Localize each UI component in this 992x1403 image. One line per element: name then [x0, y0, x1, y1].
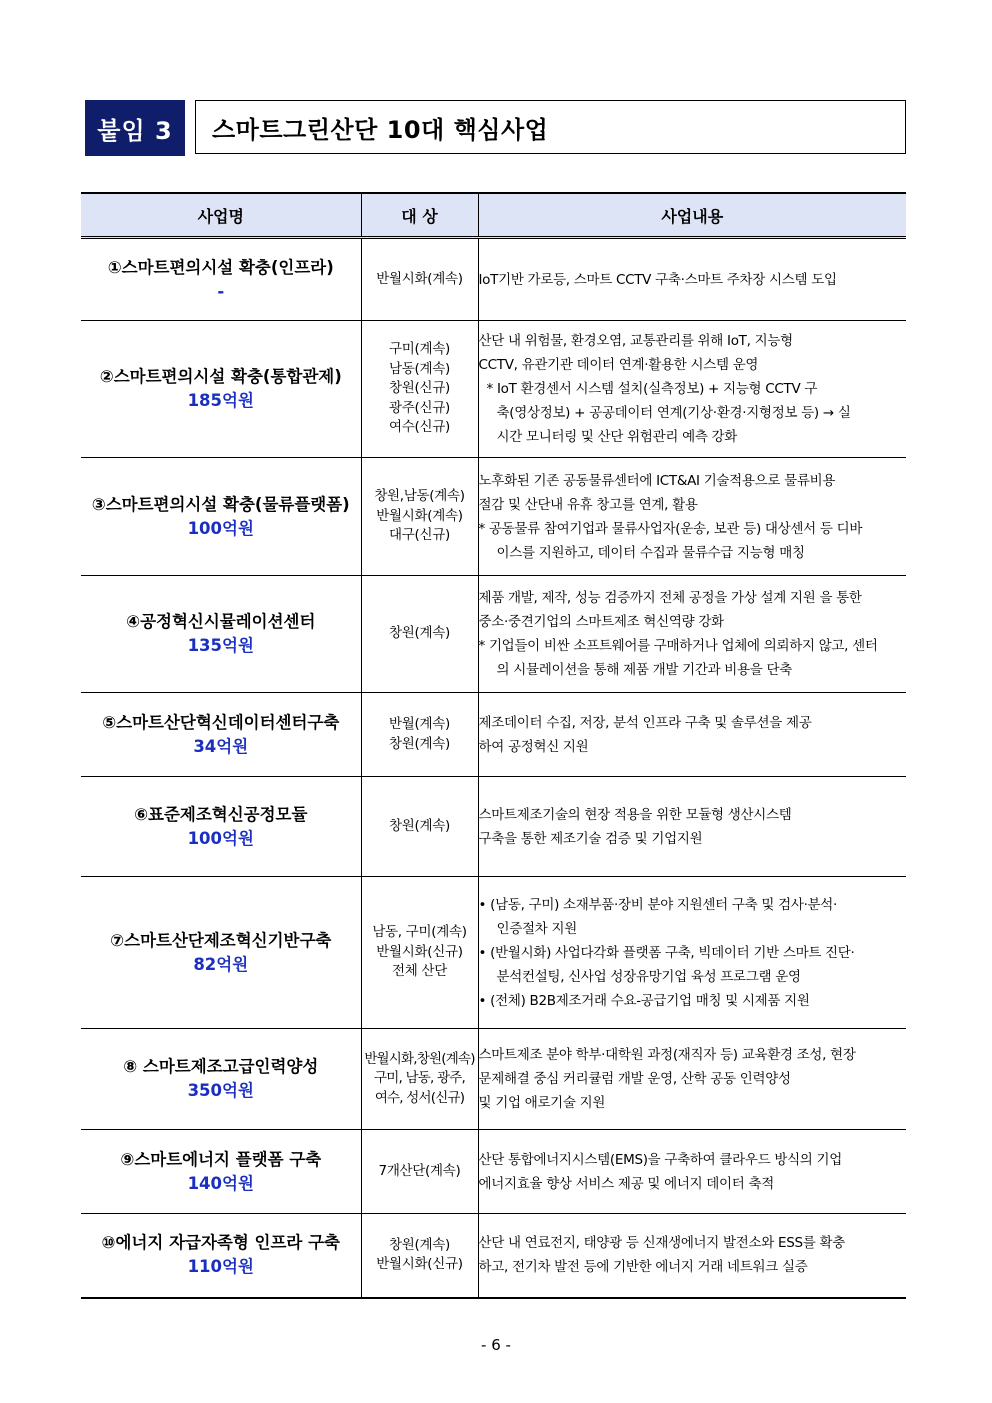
- table-row: [81, 1130, 906, 1214]
- content-line: 구축을 통한 제조기술 검증 및 기업지원: [478, 830, 703, 847]
- project-name-cell: [81, 1130, 361, 1214]
- project-budget: -: [217, 281, 225, 301]
- table-row: [81, 1029, 906, 1130]
- project-target-cell: [361, 693, 478, 777]
- content-line: 시간 모니터링 및 산단 위험관리 예측 강화: [496, 429, 738, 445]
- content-line: * 기업들이 비싼 소프트웨어를 구매하거나 업체에 의뢰하지 않고, 센터: [478, 638, 878, 654]
- project-content-cell: [478, 321, 906, 458]
- project-name: ⑩에너지 자급자족형 인프라 구축: [101, 1233, 340, 1253]
- project-content-cell: [478, 693, 906, 777]
- col-header-target: 대 상: [361, 193, 478, 238]
- project-budget: 82억원: [193, 954, 249, 974]
- project-name: ②스마트편의시설 확충(통합관제): [99, 367, 342, 386]
- project-target-cell: [361, 1214, 478, 1298]
- content-line: 분석컨설팅, 신사업 성장유망기업 육성 프로그램 운영: [496, 968, 801, 985]
- project-name: ⑧ 스마트제조고급인력양성: [123, 1057, 319, 1076]
- content-line: 제품 개발, 제작, 성능 검증까지 전체 공정을 가상 설계 지원 을 통한: [478, 590, 862, 606]
- project-name: ⑥표준제조혁신공정모듈: [134, 804, 308, 824]
- project-target-cell: [361, 777, 478, 877]
- target-item: 창원(계속): [389, 817, 450, 834]
- project-name: ③스마트편의시설 확충(물류플랫폼): [91, 494, 350, 514]
- project-content-cell: [478, 1130, 906, 1214]
- target-item: 전체 산단: [392, 963, 447, 980]
- content-line: 하고, 전기차 발전 등에 기반한 에너지 거래 네트워크 실증: [478, 1259, 808, 1276]
- project-name: ⑤스마트산단혁신데이터센터구축: [102, 712, 340, 732]
- project-name-cell: [81, 877, 361, 1029]
- content-line: • (남동, 구미) 소재부품·장비 분야 지원센터 구축 및 검사·분석·: [478, 896, 838, 913]
- project-target-cell: [361, 1130, 478, 1214]
- page-number: - 6 -: [481, 1336, 511, 1354]
- col-header-content: 사업내용: [478, 193, 906, 238]
- project-content-cell: [478, 1214, 906, 1298]
- table-row: [81, 238, 906, 321]
- project-name: ④공정혁신시뮬레이션센터: [126, 612, 316, 631]
- content-line: 하여 공정혁신 지원: [478, 738, 589, 755]
- attachment-badge: 붙임 3: [85, 100, 185, 156]
- table-row: [81, 321, 906, 458]
- table-row: [81, 1214, 906, 1298]
- target-item: 반월시화(계속): [376, 507, 463, 524]
- content-line: 산단 내 위험물, 환경오염, 교통관리를 위해 IoT, 지능형: [478, 333, 793, 349]
- project-table: [81, 192, 906, 1299]
- project-content-cell: [478, 1029, 906, 1130]
- project-budget: 110억원: [187, 1257, 254, 1277]
- table-row: [81, 576, 906, 693]
- project-target-cell: [361, 458, 478, 576]
- project-budget: 140억원: [187, 1173, 254, 1193]
- target-item: 대구(신규): [389, 527, 450, 544]
- project-target-cell: [361, 321, 478, 458]
- target-item: 반월시화(신규): [376, 943, 463, 960]
- target-item: 반월시화,창원(계속): [364, 1050, 475, 1067]
- target-item: 반월(계속): [389, 716, 450, 732]
- content-line: 산단 내 연료전지, 태양광 등 신재생에너지 발전소와 ESS를 확충: [478, 1235, 845, 1252]
- target-item: 남동(계속): [389, 360, 450, 377]
- project-target-cell: [361, 238, 478, 321]
- table-row: [81, 693, 906, 777]
- content-line: 인증절차 지원: [496, 920, 577, 937]
- target-item: 반월시화(계속): [376, 270, 463, 287]
- content-line: 의 시뮬레이션을 통해 제품 개발 기간과 비용을 단축: [496, 662, 792, 678]
- project-budget: 100억원: [187, 518, 254, 538]
- target-item: 반월시화(신규): [376, 1256, 463, 1273]
- content-line: 산단 통합에너지시스템(EMS)을 구축하여 클라우드 방식의 기업: [478, 1151, 843, 1168]
- target-item: 남동, 구미(계속): [372, 924, 467, 941]
- table-row: [81, 458, 906, 576]
- target-item: 구미(계속): [389, 341, 450, 358]
- table-row: [81, 877, 906, 1029]
- project-name-cell: [81, 238, 361, 321]
- project-budget: 185억원: [187, 391, 254, 410]
- project-name-cell: [81, 1029, 361, 1130]
- content-line: 스마트제조 분야 학부·대학원 과정(재직자 등) 교육환경 조성, 현장: [478, 1047, 856, 1063]
- project-target-cell: [361, 576, 478, 693]
- page-title: 스마트그린산단 10대 핵심사업: [195, 100, 906, 154]
- project-target-cell: [361, 877, 478, 1029]
- content-line: • (반월시화) 사업다각화 플랫폼 구축, 빅데이터 기반 스마트 진단·: [478, 944, 855, 961]
- project-content-cell: [478, 576, 906, 693]
- table-header-row: [81, 193, 906, 238]
- project-budget: 350억원: [187, 1081, 254, 1100]
- content-line: 축(영상정보) + 공공데이터 연계(기상·환경·지형정보 등) → 실: [496, 405, 851, 421]
- project-budget: 100억원: [187, 828, 254, 848]
- target-item: 창원(신규): [389, 380, 450, 397]
- content-line: IoT기반 가로등, 스마트 CCTV 구축·스마트 주차장 시스템 도입: [478, 271, 837, 288]
- content-line: * IoT 환경센서 시스템 설치(실측정보) + 지능형 CCTV 구: [486, 381, 818, 397]
- content-line: 중소·중견기업의 스마트제조 혁신역량 강화: [478, 614, 724, 630]
- target-item: 광주(신규): [389, 399, 450, 416]
- target-item: 여수, 성서(신규): [374, 1089, 465, 1106]
- target-item: 7개산단(계속): [378, 1162, 461, 1179]
- project-name-cell: [81, 321, 361, 458]
- project-content-cell: [478, 777, 906, 877]
- project-name-cell: [81, 693, 361, 777]
- content-line: 및 기업 애로기술 지원: [478, 1095, 606, 1111]
- project-target-cell: [361, 1029, 478, 1130]
- project-content-cell: [478, 458, 906, 576]
- target-item: 여수(신규): [389, 419, 450, 436]
- content-line: 제조데이터 수집, 저장, 분석 인프라 구축 및 솔루션을 제공: [478, 714, 812, 731]
- project-name: ①스마트편의시설 확충(인프라): [107, 257, 334, 277]
- project-name-cell: [81, 1214, 361, 1298]
- content-line: 스마트제조기술의 현장 적용을 위한 모듈형 생산시스템: [478, 806, 792, 823]
- col-header-name: 사업명: [81, 193, 361, 238]
- project-name-cell: [81, 777, 361, 877]
- project-name-cell: [81, 458, 361, 576]
- content-line: 에너지효율 향상 서비스 제공 및 에너지 데이터 축적: [478, 1175, 774, 1192]
- project-budget: 34억원: [193, 736, 249, 756]
- target-item: 창원(계속): [389, 735, 450, 752]
- table-row: [81, 777, 906, 877]
- target-item: 창원(계속): [389, 1236, 450, 1253]
- target-item: 창원,남동(계속): [374, 488, 465, 505]
- content-line: CCTV, 유관기관 데이터 연계·활용한 시스템 운영: [478, 357, 759, 373]
- project-content-cell: [478, 877, 906, 1029]
- content-line: 절감 및 산단내 유휴 창고를 연계, 활용: [478, 496, 698, 513]
- content-line: • (전체) B2B제조거래 수요-공급기업 매칭 및 시제품 지원: [478, 992, 810, 1009]
- project-name-cell: [81, 576, 361, 693]
- content-line: 노후화된 기존 공동물류센터에 ICT&AI 기술적용으로 물류비용: [478, 472, 836, 489]
- project-name: ⑨스마트에너지 플랫폼 구축: [120, 1149, 322, 1169]
- target-item: 구미, 남동, 광주,: [374, 1070, 465, 1087]
- project-content-cell: [478, 238, 906, 321]
- content-line: 이스를 지원하고, 데이터 수집과 물류수급 지능형 매칭: [496, 544, 805, 561]
- title-bar: [85, 100, 908, 156]
- content-line: 문제해결 중심 커리큘럼 개발 운영, 산학 공동 인력양성: [478, 1071, 791, 1087]
- project-name: ⑦스마트산단제조혁신기반구축: [110, 930, 332, 950]
- project-budget: 135억원: [187, 636, 254, 655]
- target-item: 창원(계속): [389, 625, 450, 642]
- content-line: * 공동물류 참여기업과 물류사업자(운송, 보관 등) 대상센서 등 디바: [478, 520, 863, 537]
